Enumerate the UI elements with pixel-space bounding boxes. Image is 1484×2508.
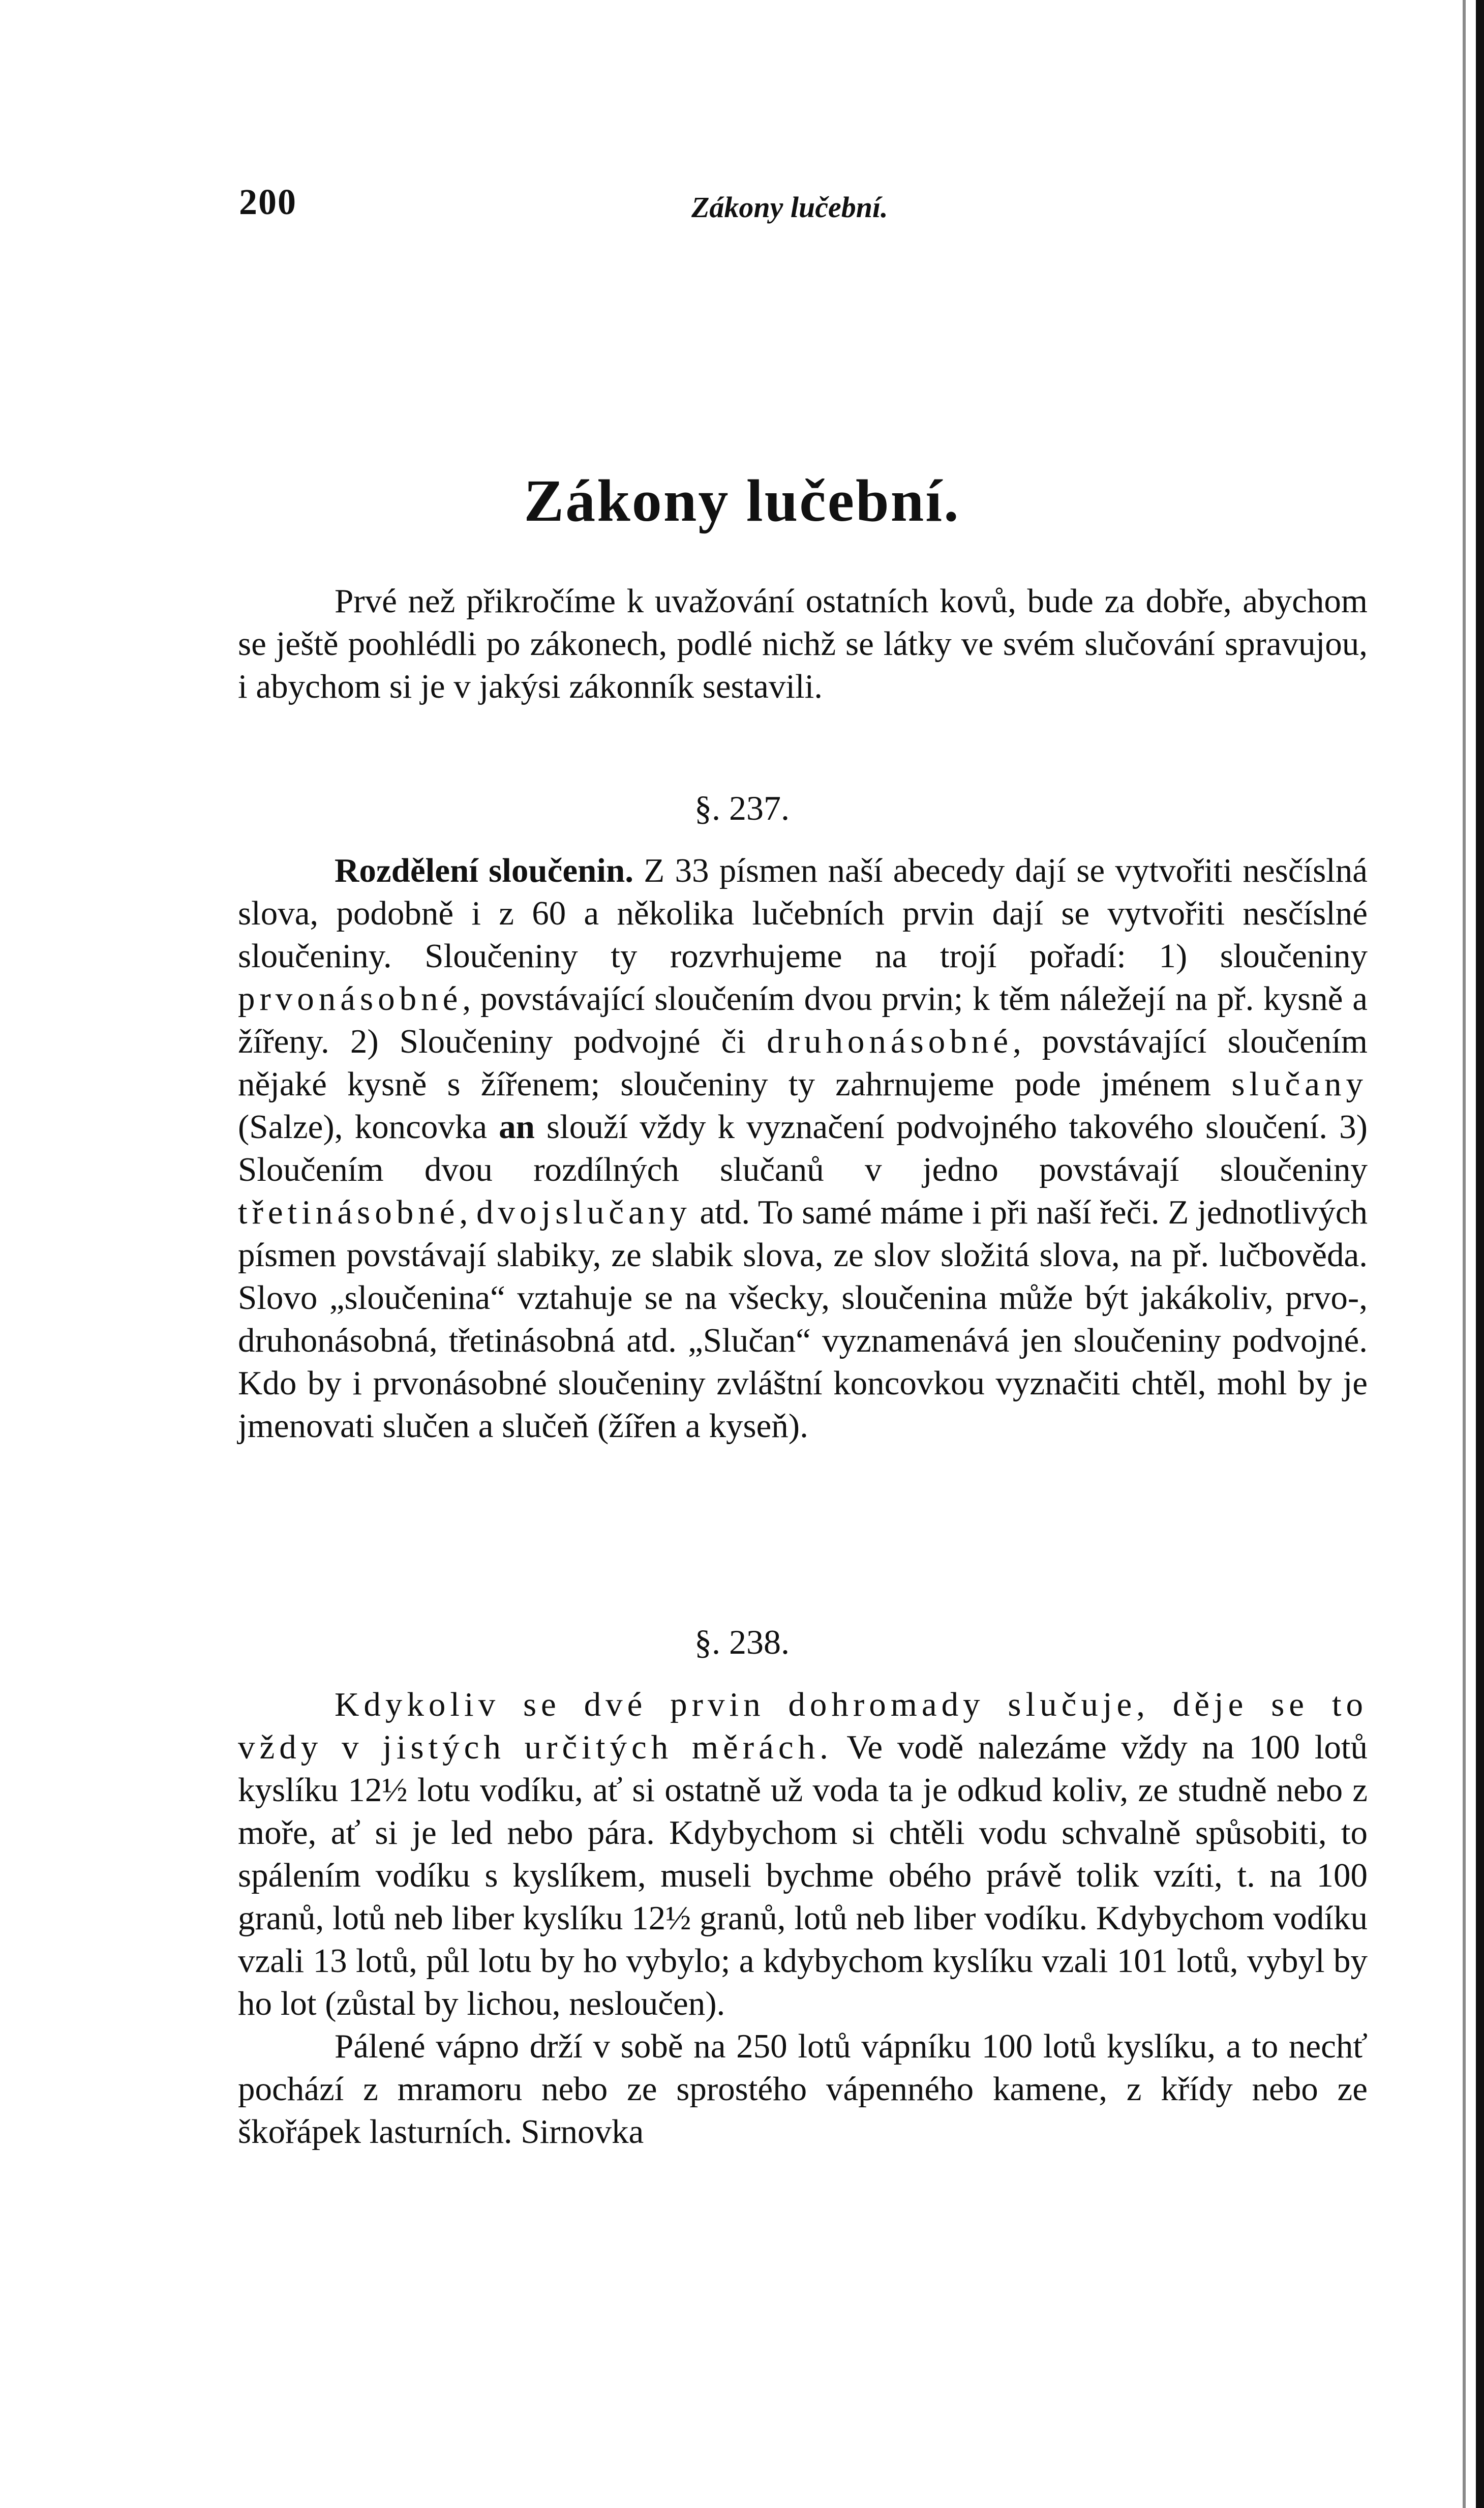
section-237-text-7: atd. To samé máme i při naší řeči. Z jednotlivých písmen povstávají slabiky, ze slabik slova, ze slov složitá slova, na př. lučbověda. Slovo „sloučenina“ vztahuje se na všecky, sloučenina může být jakákoliv, prvo-, druhonásobná, třetinásobná atd. „Slučan“ vyznamenává jen sloučeniny podvojné. Kdo by i prvonásobné sloučeniny zvláštní koncovkou vyznačiti chtěl, mohl by je jmenovati slučen a slučeň (žířen a kyseň). xyxy=(238,1193,1368,1445)
emphasis-slucany: slučany xyxy=(1231,1065,1368,1103)
emphasis-dvojslucany: dvojslučany xyxy=(476,1193,691,1231)
page-edge-shadow xyxy=(1463,0,1466,2508)
intro-paragraph: Prvé než přikročíme k uvažování ostatních kovů, bude za dobře, abychom se ještě poohlédli po zákonech, podlé nichž se látky ve svém slučování spravujou, i abychom si je v jakýsi zákonník sestavili. xyxy=(238,582,1368,705)
chapter-title: Zákony lučební. xyxy=(524,467,960,534)
section-237-text-3: , povstávající sloučením nějaké kysně s žířenem; sloučeniny ty zahrnujeme pode jménem xyxy=(238,1023,1368,1103)
section-number-238: §. 238. xyxy=(694,1623,790,1661)
page-number: 200 xyxy=(239,182,297,222)
running-title: Zákony lučební. xyxy=(691,191,888,224)
section-237-block xyxy=(238,849,1368,1447)
page-edge-border xyxy=(1476,0,1484,2508)
section-238-paragraph-2: Pálené vápno drží v sobě na 250 lotů vápníku 100 lotů kyslíku, a to nechť pochází z mramoru nebo ze sprostého vápenného kamene, z křídy nebo ze škořápek lasturních. Sirnovka xyxy=(238,2027,1368,2151)
section-238-block xyxy=(238,1683,1368,2153)
emphasis-druhonasobne: druhonásobné xyxy=(767,1023,1013,1060)
section-238-emphasis-law: Kdykoliv se dvé prvin dohromady slučuje, děje se to vždy v jistých určitých měrách. xyxy=(238,1686,1368,1766)
emphasis-tretinasobne: třetinásobné xyxy=(238,1193,460,1231)
section-237-text-6: , xyxy=(459,1193,476,1231)
section-237-heading: Rozdělení sloučenin. xyxy=(335,852,633,889)
section-237-text-1: Z 33 písmen naší abecedy dají se vytvořiti nesčíslná slova, podobně i z 60 a několika lučebních prvin dají se vytvořiti nesčíslné sloučeniny. Sloučeniny ty rozvrhujeme na trojí pořadí: 1) sloučeniny xyxy=(238,852,1368,975)
intro-paragraph-block xyxy=(238,580,1368,708)
section-238-text-1: Ve vodě nalezáme vždy na 100 lotů kyslíku 12½ lotu vodíku, ať si ostatně už voda ta je odkud koliv, ze studně nebo z moře, ať si je led nebo pára. Kdybychom si chtěli vodu schvalně spůsobiti, to spálením vodíku s kyslíkem, museli bychme obého právě tolik vzíti, t. na 100 granů, lotů neb liber kyslíku 12½ granů, lotů neb liber vodíku. Kdybychom vodíku vzali 13 lotů, půl lotu by ho vybylo; a kdybychom kyslíku vzali 101 lotů, vybyl by ho lot (zůstal by lichou, nesloučen). xyxy=(238,1728,1368,2022)
section-237-text-5: slouží vždy k vyznačení podvojného takového sloučení. 3) Sloučením dvou rozdílných slučanů v jedno povstávají sloučeniny xyxy=(238,1108,1368,1188)
section-237-text-4: (Salze), koncovka xyxy=(238,1108,499,1146)
section-237-paragraph xyxy=(238,849,1368,1447)
section-number-237: §. 237. xyxy=(694,789,790,827)
emphasis-an: an xyxy=(499,1108,535,1146)
section-237-text-2: , povstávající sloučením dvou prvin; k těm náležejí na př. kysně a žířeny. 2) Sloučeniny podvojné či xyxy=(238,980,1368,1060)
emphasis-prvonasobne: prvonásobné xyxy=(238,980,463,1018)
section-238-paragraph-1 xyxy=(238,1683,1368,2025)
